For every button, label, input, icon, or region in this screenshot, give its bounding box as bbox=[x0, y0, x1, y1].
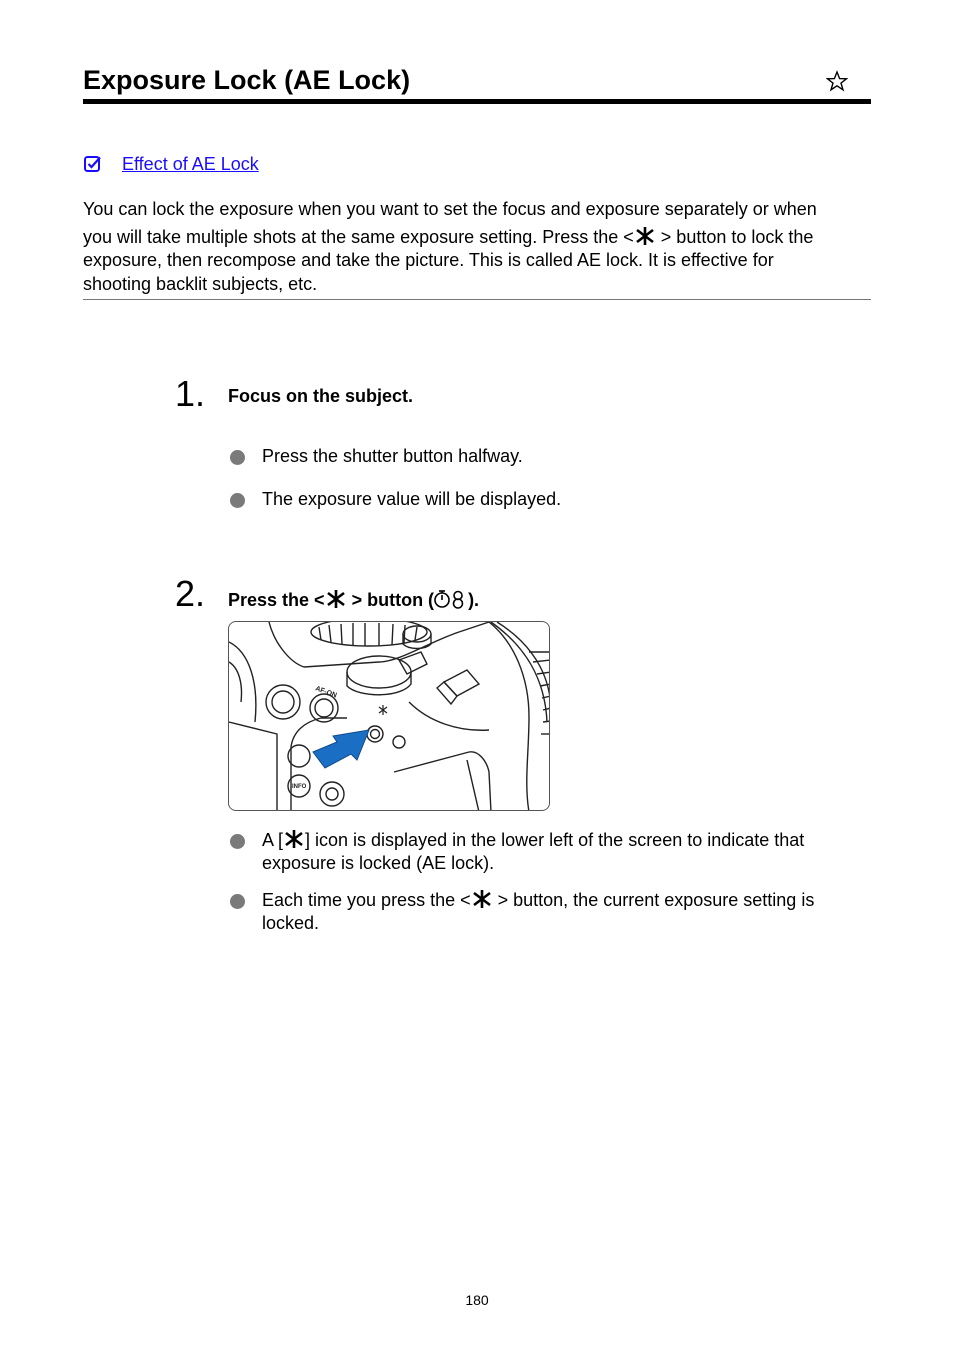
step-2-number: 2. bbox=[175, 573, 206, 614]
bullet-dot bbox=[230, 894, 245, 909]
bullet-text: The exposure value will be displayed. bbox=[262, 489, 562, 509]
intro-line-3: exposure, then recompose and take the picture. This is called AE lock. It is effective for bbox=[83, 250, 774, 270]
page-number: 180 bbox=[465, 1292, 489, 1308]
step-1-bullet-2 bbox=[230, 488, 850, 511]
bullet-1-start: A [ bbox=[262, 830, 284, 850]
bullet-1-end: ] icon is displayed in the lower left of the screen to indicate that bbox=[305, 830, 805, 850]
info-label: INFO bbox=[292, 784, 307, 790]
intro-paragraph bbox=[83, 198, 871, 296]
step-2-bullet-2 bbox=[230, 889, 850, 935]
step-2-title bbox=[228, 588, 479, 612]
step-2-bullet-1 bbox=[230, 829, 850, 875]
ae-lock-asterisk-icon bbox=[325, 589, 347, 609]
asterisk-marking bbox=[379, 705, 387, 715]
bullet-dot bbox=[230, 834, 245, 849]
intro-line-2-start: you will take multiple shots at the same exposure setting. Press the < bbox=[83, 226, 634, 247]
camera-drawing bbox=[229, 622, 550, 811]
bullet-dot bbox=[230, 493, 245, 508]
ae-lock-asterisk-icon bbox=[471, 889, 493, 909]
step-1-title: Focus on the subject. bbox=[228, 386, 414, 406]
bullet-text bbox=[262, 889, 850, 935]
step-2-title-end: ). bbox=[468, 590, 480, 610]
intro-line-2 bbox=[83, 226, 871, 250]
press-arrow bbox=[313, 730, 369, 768]
af-on-label: AF-ON bbox=[314, 685, 338, 700]
intro-line-4: shooting backlit subjects, etc. bbox=[83, 273, 318, 294]
bullet-text: Press the shutter button halfway. bbox=[262, 446, 523, 466]
bullet-text bbox=[262, 829, 850, 875]
bullet-2-line-2: locked. bbox=[262, 913, 320, 933]
timer-index-icon bbox=[434, 589, 468, 609]
bullet-2-start: Each time you press the < bbox=[262, 890, 471, 910]
effect-of-ae-lock-link[interactable]: Effect of AE Lock bbox=[122, 153, 259, 174]
star-outline-icon bbox=[826, 70, 848, 92]
bullet-2-end: > button, the current exposure setting is bbox=[497, 890, 815, 910]
step-2-title-middle: > button ( bbox=[351, 590, 435, 610]
ae-lock-asterisk-icon bbox=[283, 829, 305, 849]
title-underline bbox=[83, 99, 871, 104]
bullet-dot bbox=[230, 450, 245, 465]
page-title: Exposure Lock (AE Lock) bbox=[83, 65, 411, 95]
related-link[interactable] bbox=[83, 151, 259, 177]
step-1-number: 1. bbox=[175, 373, 206, 414]
step-1-bullet-1 bbox=[230, 445, 850, 468]
intro-line-1: You can lock the exposure when you want to set the focus and exposure separately or when bbox=[83, 199, 817, 219]
camera-illustration bbox=[228, 621, 550, 811]
checkbox-link-icon bbox=[83, 154, 103, 174]
section-divider bbox=[83, 299, 871, 300]
intro-line-2-end: > button to lock the bbox=[660, 226, 814, 247]
bullet-1-line-2: exposure is locked (AE lock). bbox=[262, 853, 495, 873]
step-2-title-start: Press the < bbox=[228, 590, 325, 610]
ae-lock-asterisk-icon bbox=[634, 226, 656, 246]
